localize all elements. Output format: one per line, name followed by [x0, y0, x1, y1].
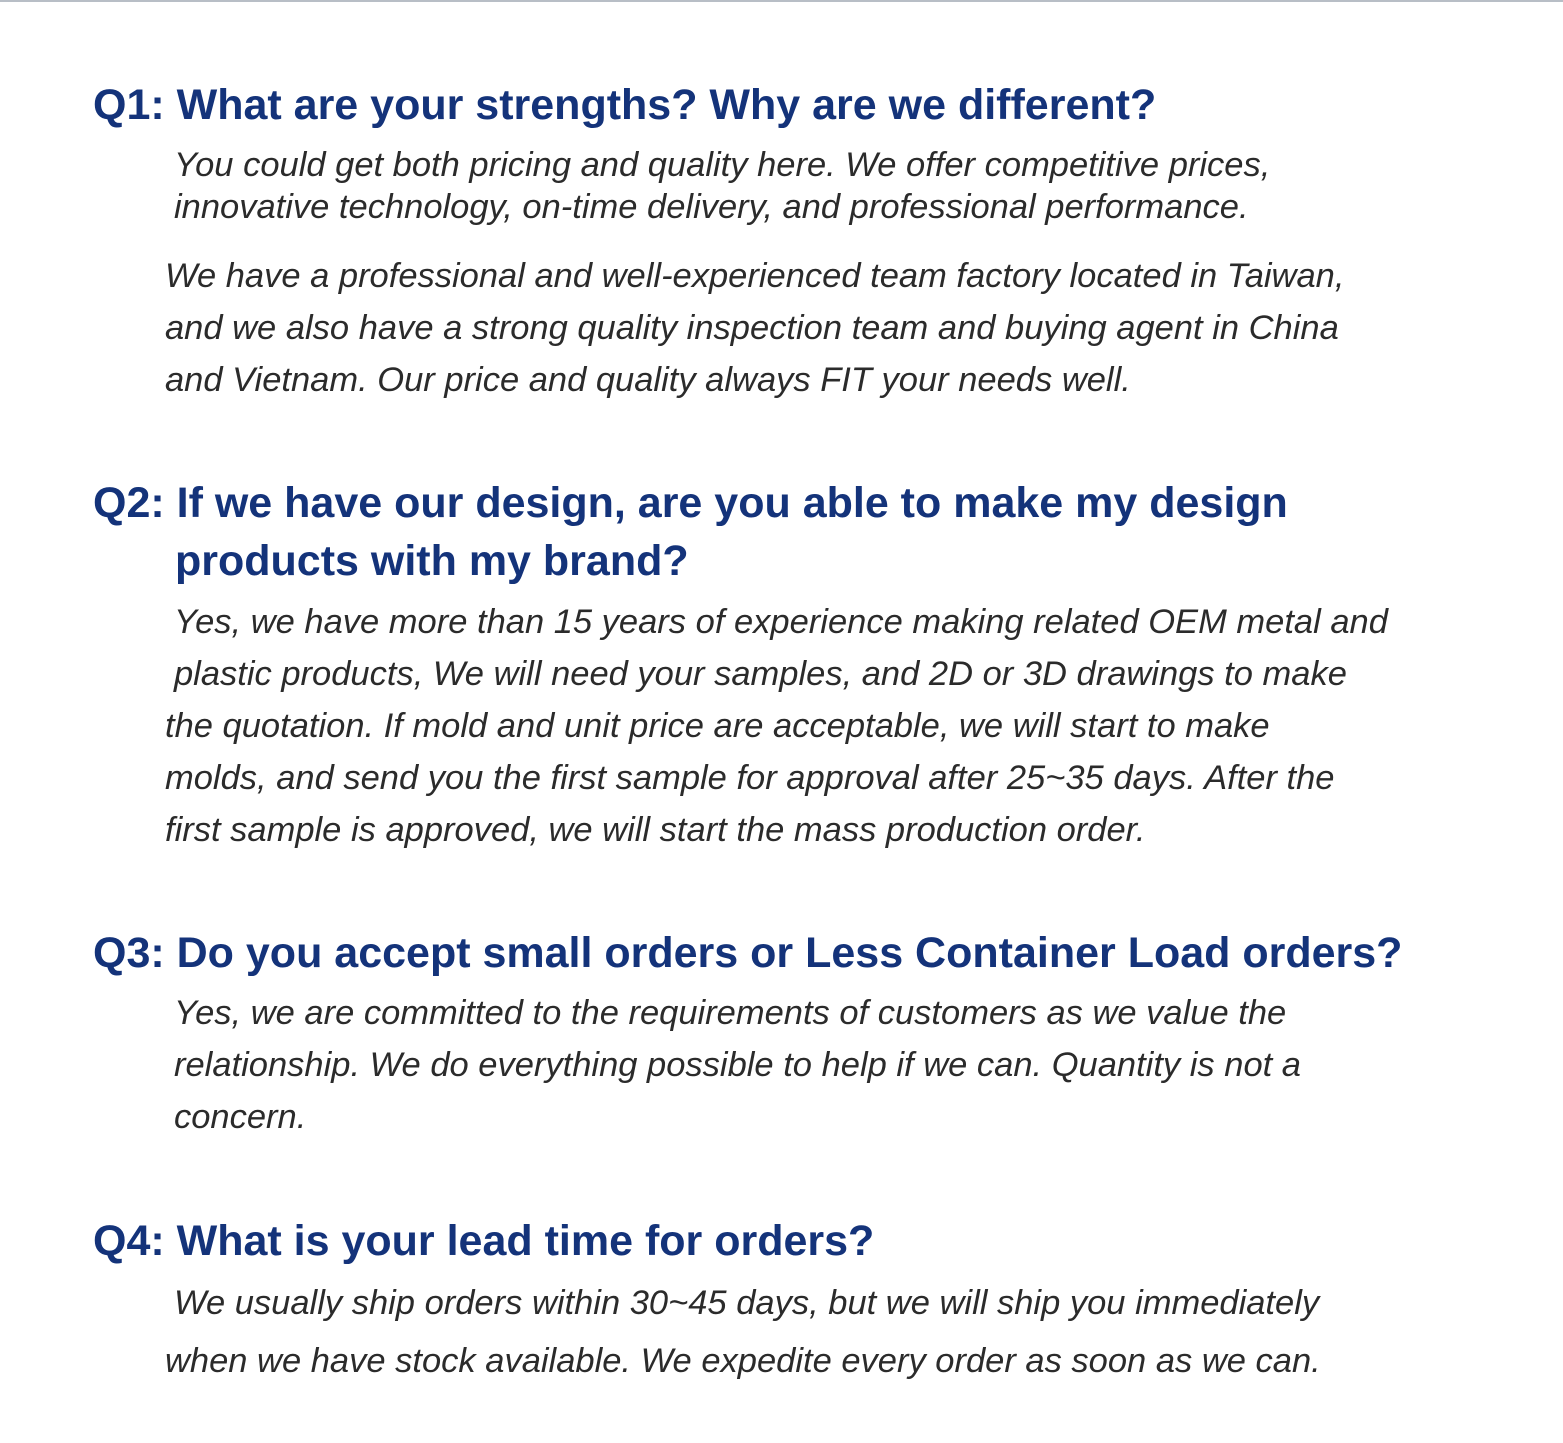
answer-line: when we have stock available. We expedite every order as soon as we can.	[165, 1342, 1321, 1380]
question-line: Q2: If we have our design, are you able to make my design	[93, 479, 1288, 527]
faq-question-2	[93, 478, 1288, 585]
answer-line: molds, and send you the first sample for approval after 25~35 days. After the	[165, 759, 1335, 797]
faq-question-3: Q3: Do you accept small orders or Less Container Load orders?	[93, 929, 1403, 977]
answer-line: We usually ship orders within 30~45 days, but we will ship you immediately	[174, 1284, 1320, 1322]
answer-line: Yes, we have more than 15 years of experience making related OEM metal and	[174, 603, 1388, 641]
top-divider	[0, 0, 1563, 2]
answer-line: and we also have a strong quality inspection team and buying agent in China	[165, 309, 1339, 347]
faq-question-1: Q1: What are your strengths? Why are we different?	[93, 81, 1157, 129]
faq-answer-4	[165, 1274, 1321, 1390]
faq-answer-3	[174, 987, 1301, 1143]
answer-line: first sample is approved, we will start the mass production order.	[165, 811, 1146, 849]
faq-answer-2	[165, 596, 1388, 856]
faq-answer-1-paragraph-2	[165, 250, 1344, 406]
question-line: products with my brand?	[175, 537, 689, 585]
answer-line: innovative technology, on-time delivery, and professional performance.	[174, 188, 1249, 226]
faq-answer-1	[174, 144, 1270, 228]
answer-line: Yes, we are committed to the requirements of customers as we value the	[174, 994, 1287, 1032]
answer-line: the quotation. If mold and unit price are acceptable, we will start to make	[165, 707, 1270, 745]
answer-line: We have a professional and well-experienced team factory located in Taiwan,	[165, 257, 1345, 295]
answer-line: relationship. We do everything possible to help if we can. Quantity is not a	[174, 1046, 1301, 1084]
answer-line: plastic products, We will need your samples, and 2D or 3D drawings to make	[174, 655, 1347, 693]
answer-line: concern.	[174, 1098, 307, 1136]
faq-question-4: Q4: What is your lead time for orders?	[93, 1217, 875, 1265]
answer-line: You could get both pricing and quality here. We offer competitive prices,	[174, 146, 1271, 184]
answer-line: and Vietnam. Our price and quality always FIT your needs well.	[165, 361, 1131, 399]
